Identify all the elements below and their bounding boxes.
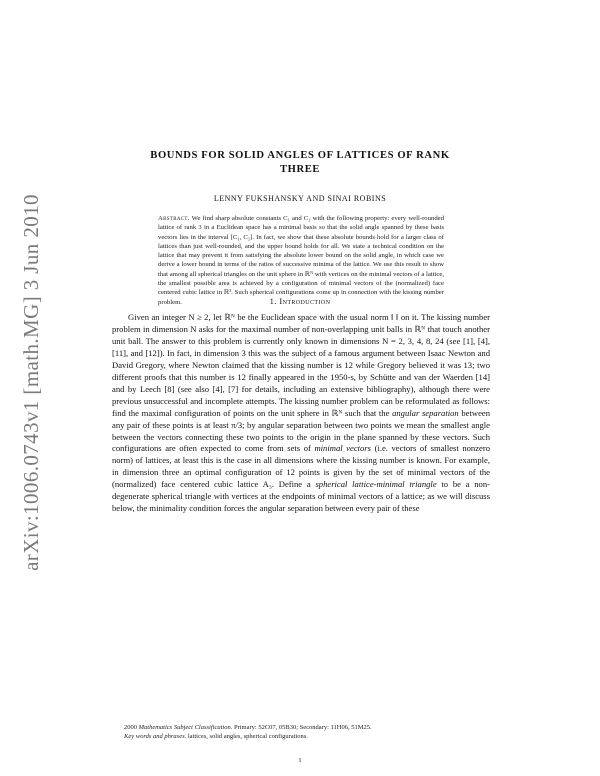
page-number: 1: [298, 757, 302, 764]
section-number: 1.: [269, 296, 277, 306]
abstract-label: Abstract.: [158, 215, 190, 222]
section-name: Introduction: [279, 296, 331, 306]
arxiv-sidebar: [18, 172, 44, 592]
body-text-part-c: (i.e. vectors of smallest nonzero norm) of lattices, at least this is the case in all dimensions where the kissing number is known. For example, in dimension three an optimal configuration of 12 points is given by the set of minimal vectors of the (normalized) face centered cubic lattice A₃. Define a: [112, 443, 491, 490]
term-minimal-vectors: minimal vectors: [314, 443, 372, 454]
footnote-msc: [112, 723, 490, 732]
msc-year: 2000: [124, 724, 139, 731]
term-angular-separation: angular separation: [392, 407, 459, 418]
body-paragraph: [112, 312, 490, 515]
footnote-keywords: [112, 732, 490, 741]
paper-title: [120, 149, 480, 177]
abstract-text: We find sharp absolute constants C₁ and C₂ with the following property: every well-rounded lattice of rank 3 in a Euclidean space has a minimal basis so that the solid angle spanned by these basis vectors lies in the interval [C₁, C₂]. In fact, we show that these absolute bounds hold for a larger class of lattices than just well-rounded, and the upper bound holds for all. We state a technical condition on the lattice that may prevent it from satisfying the absolute lower bound on the solid angle, in which case we derive a lower bound in terms of the ratios of successive minima of the lattice. We use this result to show that among all spherical triangles on the unit sphere in ℝᴺ with vertices on the minimal vectors of a lattice, the smallest possible area is achieved by a configuration of minimal vectors of the (normalized) face centered cubic lattice in ℝ³. Such spherical configurations come up in connection with the kissing number problem.: [158, 215, 444, 306]
body-text-part-d: to be a non-degenerate spherical triangle with vertices at the endpoints of minimal vectors of a lattice; as we will discuss below, the minimality condition forces the angular separation between every pair of these: [112, 479, 490, 514]
term-spherical-triangle: spherical lattice-minimal triangle: [315, 479, 437, 490]
title-line-1: BOUNDS FOR SOLID ANGLES OF LATTICES OF RANK: [150, 150, 450, 161]
body-text-part-a: Given an integer N ≥ 2, let ℝᴺ be the Euclidean space with the usual norm ‖ ‖ on it. The kissing number problem in dimension N asks for the maximal number of non-overlapping unit balls in ℝᴺ that touch another unit ball. The answer to this problem is currently only known in dimensions N = 2, 3, 4, 8, 24 (see [1], [4], [11], and [12]). In fact, in dimension 3 this was the subject of a famous argument between Isaac Newton and David Gregory, where Newton claimed that the kissing number is 12 while Gregory believed it was 13; two different proofs that this number is 12 finally appeared in the 1950-s, by Schütte and van der Waerden [14] and by Leech [8] (see also [4], [7] for details, including an extensive bibliography), although there were previous unsuccessful and incomplete attempts. The kissing number problem can be reformulated as follows: find the maximal configuration of points on the unit sphere in ℝᴺ such that the: [112, 312, 490, 418]
arxiv-identifier: arXiv:1006.0743v1 [math.MG] 3 Jun 2010: [18, 193, 43, 571]
body-text-part-b: between any pair of these points is at least π/3; by angular separation between two points we mean the smallest angle between the vectors connecting these two points to the origin in the plane spanned by these vectors. Such configurations are often expected to come from sets of: [112, 407, 490, 454]
msc-text: Primary: 52C07, 05B30; Secondary: 11H06, 51M25.: [232, 724, 372, 731]
abstract: [158, 214, 444, 307]
title-line-2: THREE: [279, 164, 321, 175]
keywords-label: Key words and phrases.: [124, 733, 187, 740]
footnotes: [112, 723, 490, 741]
paper-authors: LENNY FUKSHANSKY AND SINAI ROBINS: [213, 194, 387, 203]
section-heading: [100, 296, 500, 306]
msc-label: Mathematics Subject Classification.: [138, 724, 233, 731]
keywords-text: lattices, solid angles, spherical configurations.: [186, 733, 308, 740]
